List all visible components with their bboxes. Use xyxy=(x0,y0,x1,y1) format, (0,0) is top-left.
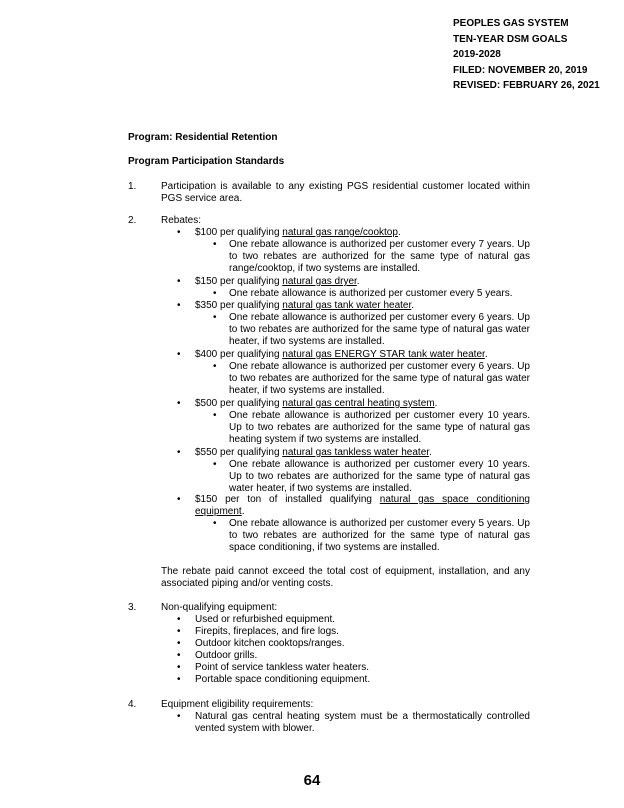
punct: . xyxy=(356,276,360,287)
sub-bullet: • xyxy=(213,288,217,299)
rebate-condition: One rebate allowance is authorized per customer every 7 years. Up to two rebates are authorized for the same type of natural gas range/cooktop, if two systems are installed. xyxy=(229,239,530,274)
bullet: • xyxy=(177,626,181,637)
header-revised: REVISED: FEBRUARY 26, 2021 xyxy=(453,80,600,91)
equipment-link: natural gas dryer xyxy=(282,276,357,287)
rebate-item xyxy=(195,227,530,239)
list-item: Natural gas central heating system must be a thermostatically controlled vented system with blower. xyxy=(195,711,530,734)
bullet: • xyxy=(177,614,181,625)
bullet: • xyxy=(177,638,181,649)
equipment-link: natural gas range/cooktop xyxy=(282,227,398,238)
list-item: Used or refurbished equipment. xyxy=(195,614,336,625)
bullet: • xyxy=(177,494,181,505)
sub-bullet: • xyxy=(213,518,217,529)
rebate-amount: $150 per ton of installed qualifying xyxy=(195,494,380,505)
rebate-condition: One rebate allowance is authorized per customer every 5 years. Up to two rebates are authorized for the same type of natural gas space conditioning, if two systems are installed. xyxy=(229,518,530,553)
bullet: • xyxy=(177,398,181,409)
rebate-condition: One rebate allowance is authorized per customer every 10 years. Up to two rebates are authorized for the same type of natural gas heating system if two systems are installed. xyxy=(229,410,530,445)
item-label: Non-qualifying equipment: xyxy=(161,602,278,613)
rebate-condition: One rebate allowance is authorized per customer every 6 years. Up to two rebates are authorized for the same type of natural gas water heater, if two systems are installed. xyxy=(229,312,530,347)
list-item: Outdoor grills. xyxy=(195,650,258,661)
bullet: • xyxy=(177,349,181,360)
sub-bullet: • xyxy=(213,410,217,421)
header-filed: FILED: NOVEMBER 20, 2019 xyxy=(453,64,588,76)
sub-bullet: • xyxy=(213,312,217,323)
equipment-link: natural gas ENERGY STAR tank water heater xyxy=(282,349,485,360)
equipment-link: natural gas space conditioning equipment xyxy=(195,494,530,517)
bullet: • xyxy=(177,447,181,458)
program-title: Program: Residential Retention xyxy=(128,132,278,143)
sub-bullet: • xyxy=(213,459,217,470)
document-header xyxy=(453,16,600,94)
item-text: Participation is available to any existing PGS residential customer located within PGS service area. xyxy=(161,181,530,204)
header-company: PEOPLES GAS SYSTEM xyxy=(453,18,569,29)
list-item: Firepits, fireplaces, and fire logs. xyxy=(195,626,339,637)
item-number: 2. xyxy=(128,215,137,226)
rebate-note: The rebate paid cannot exceed the total cost of equipment, installation, and any associated piping and/or venting costs. xyxy=(161,566,530,589)
bullet: • xyxy=(177,711,181,722)
rebate-amount: $400 per qualifying xyxy=(195,349,283,360)
rebate-item xyxy=(195,447,530,459)
equipment-link: natural gas central heating system xyxy=(282,398,435,409)
list-item: Portable space conditioning equipment. xyxy=(195,674,371,685)
rebate-item xyxy=(195,349,530,361)
punct: . xyxy=(484,349,488,360)
item-number: 3. xyxy=(128,602,137,613)
rebate-amount: $350 per qualifying xyxy=(195,300,283,311)
item-number: 4. xyxy=(128,699,137,710)
rebate-item xyxy=(195,494,530,518)
punct: . xyxy=(241,506,245,517)
header-years: 2019-2028 xyxy=(453,49,501,60)
rebate-condition: One rebate allowance is authorized per customer every 10 years. Up to two rebates are authorized for the same type of natural gas water heater, if two systems are installed. xyxy=(229,459,530,494)
sub-bullet: • xyxy=(213,239,217,250)
sub-bullet: • xyxy=(213,361,217,372)
section-heading: Program Participation Standards xyxy=(128,156,285,167)
bullet: • xyxy=(177,276,181,287)
list-item: Point of service tankless water heaters. xyxy=(195,662,369,673)
rebate-condition: One rebate allowance is authorized per customer every 6 years. Up to two rebates are authorized for the same type of natural gas water heater, if two systems are installed. xyxy=(229,361,530,396)
equipment-link: natural gas tankless water heater xyxy=(282,447,430,458)
page-number: 64 xyxy=(303,772,321,789)
punct: . xyxy=(397,227,401,238)
item-label: Equipment eligibility requirements: xyxy=(161,699,314,710)
item-label: Rebates: xyxy=(161,215,202,226)
rebate-condition: One rebate allowance is authorized per customer every 5 years. xyxy=(229,288,513,299)
rebate-item xyxy=(195,398,530,410)
punct: . xyxy=(429,447,432,458)
punct: . xyxy=(434,398,438,409)
rebate-amount: $150 per qualifying xyxy=(195,276,283,287)
bullet: • xyxy=(177,650,181,661)
rebate-item xyxy=(195,276,530,288)
bullet: • xyxy=(177,674,181,685)
punct: . xyxy=(411,300,415,311)
equipment-link: natural gas tank water heater xyxy=(282,300,412,311)
header-title: TEN-YEAR DSM GOALS xyxy=(453,33,568,45)
bullet: • xyxy=(177,227,181,238)
rebate-amount: $500 per qualifying xyxy=(195,398,283,409)
rebate-amount: $550 per qualifying xyxy=(195,447,283,458)
list-item: Outdoor kitchen cooktops/ranges. xyxy=(195,638,345,649)
rebate-item xyxy=(195,300,530,312)
bullet: • xyxy=(177,662,181,673)
rebate-amount: $100 per qualifying xyxy=(195,227,283,238)
bullet: • xyxy=(177,300,181,311)
item-number: 1. xyxy=(128,181,137,192)
